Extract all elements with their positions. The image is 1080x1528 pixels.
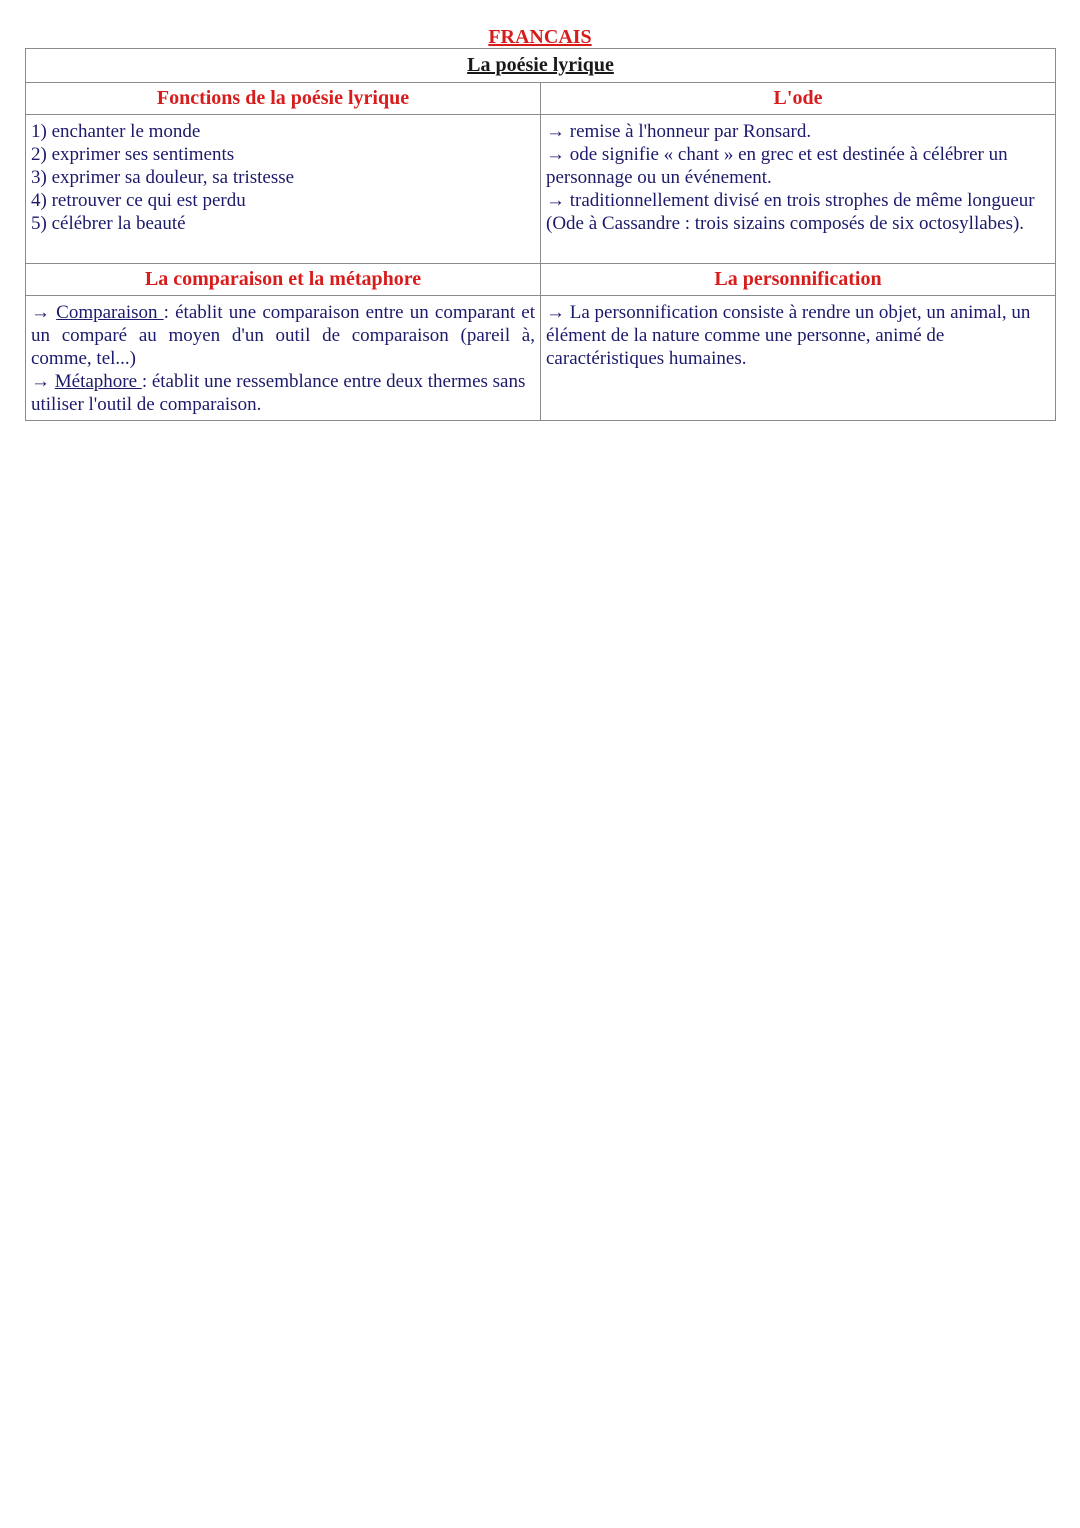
personification-text: → La personnification consiste à rendre un objet, un animal, un élément de la nature comme une personne, animé de caractéristiques humaines.	[546, 302, 1031, 369]
comparison-term: Comparaison	[56, 302, 164, 323]
heading-row-1	[26, 83, 1056, 115]
content-row-2	[26, 296, 1056, 421]
title-cell	[26, 49, 1056, 83]
course-table	[25, 48, 1056, 421]
functions-item-3: 3) exprimer sa douleur, sa tristesse	[31, 167, 295, 188]
ode-content	[541, 115, 1056, 264]
functions-heading: Fonctions de la poésie lyrique	[26, 83, 541, 115]
functions-item-5: 5) célébrer la beauté	[31, 213, 186, 234]
personification-content	[541, 296, 1056, 421]
ode-line-1: → remise à l'honneur par Ronsard.	[546, 121, 812, 142]
title-row	[26, 49, 1056, 83]
heading-row-2	[26, 264, 1056, 296]
metaphor-paragraph	[31, 370, 535, 416]
comparison-content	[26, 296, 541, 421]
functions-item-1: 1) enchanter le monde	[31, 121, 201, 142]
metaphor-arrow: →	[31, 371, 55, 392]
metaphor-term: Métaphore	[54, 371, 142, 392]
functions-item-2: 2) exprimer ses sentiments	[31, 144, 235, 165]
functions-item-4: 4) retrouver ce qui est perdu	[31, 190, 246, 211]
functions-list	[26, 115, 541, 264]
content-row-1	[26, 115, 1056, 264]
personification-heading: La personnification	[541, 264, 1056, 296]
ode-line-2: → ode signifie « chant » en grec et est destinée à célébrer un personnage ou un événement.	[546, 144, 1008, 188]
comparison-heading: La comparaison et la métaphore	[26, 264, 541, 296]
page-subject-title: FRANCAIS	[488, 26, 592, 48]
comparison-definition: : établit une comparaison entre un comparant et un comparé au moyen d'un outil de comparaison (pareil à, comme, tel...)	[31, 302, 536, 369]
comparison-arrow: →	[31, 302, 57, 323]
comparison-paragraph	[31, 301, 535, 370]
ode-heading: L'ode	[541, 83, 1056, 115]
ode-line-3: → traditionnellement divisé en trois strophes de même longueur (Ode à Cassandre : trois sizains composés de six octosyllabes).	[546, 190, 1035, 234]
document-title: La poésie lyrique	[467, 54, 614, 76]
metaphor-definition: : établit une ressemblance entre deux thermes sans utiliser l'outil de comparaison.	[31, 371, 526, 415]
